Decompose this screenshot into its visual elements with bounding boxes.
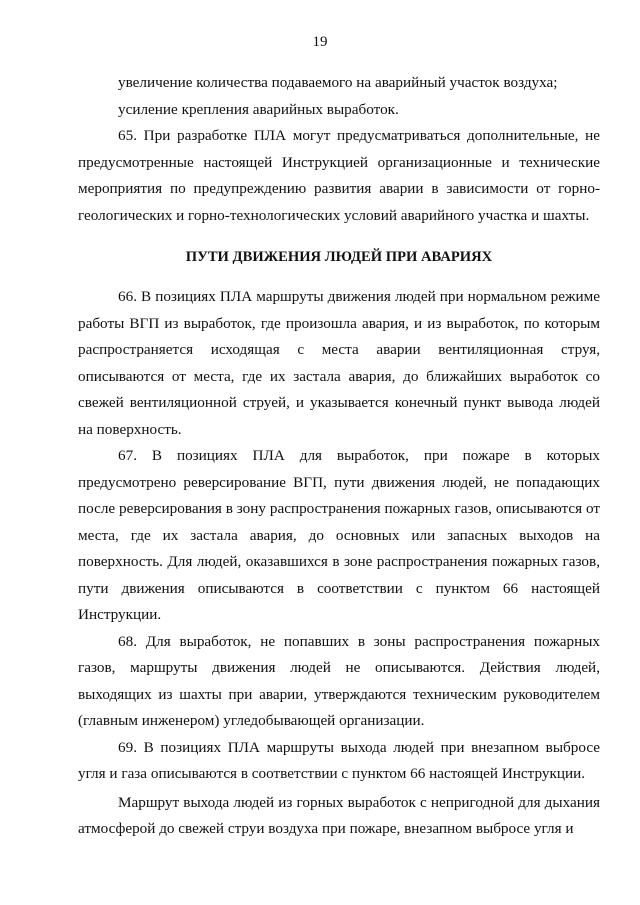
paragraph-67: 67. В позициях ПЛА для выработок, при пожаре в которых предусмотрено реверсирование ВГП, пути движения людей, не попадающих после реверсирования в зону распространения пожарных газов, описываются от места, где их застала авария, до основных или запасных выходов на поверхность. Для людей, оказавшихся в зоне распространения пожарных газов, пути движения описываются в соответствии с пунктом 66 настоящей Инструкции. — [78, 447, 600, 623]
paragraph-69: 69. В позициях ПЛА маршруты выхода людей при внезапном выбросе угля и газа описываются в соответствии с пунктом 66 настоящей Инструкции. — [78, 738, 600, 782]
paragraph-66: 66. В позициях ПЛА маршруты движения людей при нормальном режиме работы ВГП из выработок, где произошла авария, и из выработок, по которым распространяется исходящая с места аварии вентиляционная струя, описываются от места, где их застала авария, до ближайших выработок со свежей вентиляционной струей, и указывается конечный пункт вывода людей на поверхность. — [78, 288, 600, 438]
paragraph-exit-route: Маршрут выхода людей из горных выработок с непригодной для дыхания атмосферой до свежей струи воздуха при пожаре, внезапном выбросе угля и — [78, 793, 600, 837]
list-item-support-reinforcement: усиление крепления аварийных выработок. — [118, 100, 399, 118]
list-item-air-supply: увеличение количества подаваемого на аварийный участок воздуха; — [118, 74, 558, 91]
paragraph-68: 68. Для выработок, не попавших в зоны распространения пожарных газов, маршруты движения людей не описываются. Действия людей, выходящих из шахты при аварии, утверждаются техническим руководителем (главным инженером) угледобывающей организации. — [78, 632, 600, 729]
document-body — [78, 70, 600, 843]
section-heading: ПУТИ ДВИЖЕНИЯ ЛЮДЕЙ ПРИ АВАРИЯХ — [185, 249, 493, 265]
page-number: 19 — [312, 34, 328, 50]
paragraph-65: 65. При разработке ПЛА могут предусматриваться дополнительные, не предусмотренные настоящей Инструкцией организационные и технические мероприятия по предупреждению развития аварии в зависимости от горно-геологических и горно-технологических условий аварийного участка и шахты. — [78, 127, 600, 224]
